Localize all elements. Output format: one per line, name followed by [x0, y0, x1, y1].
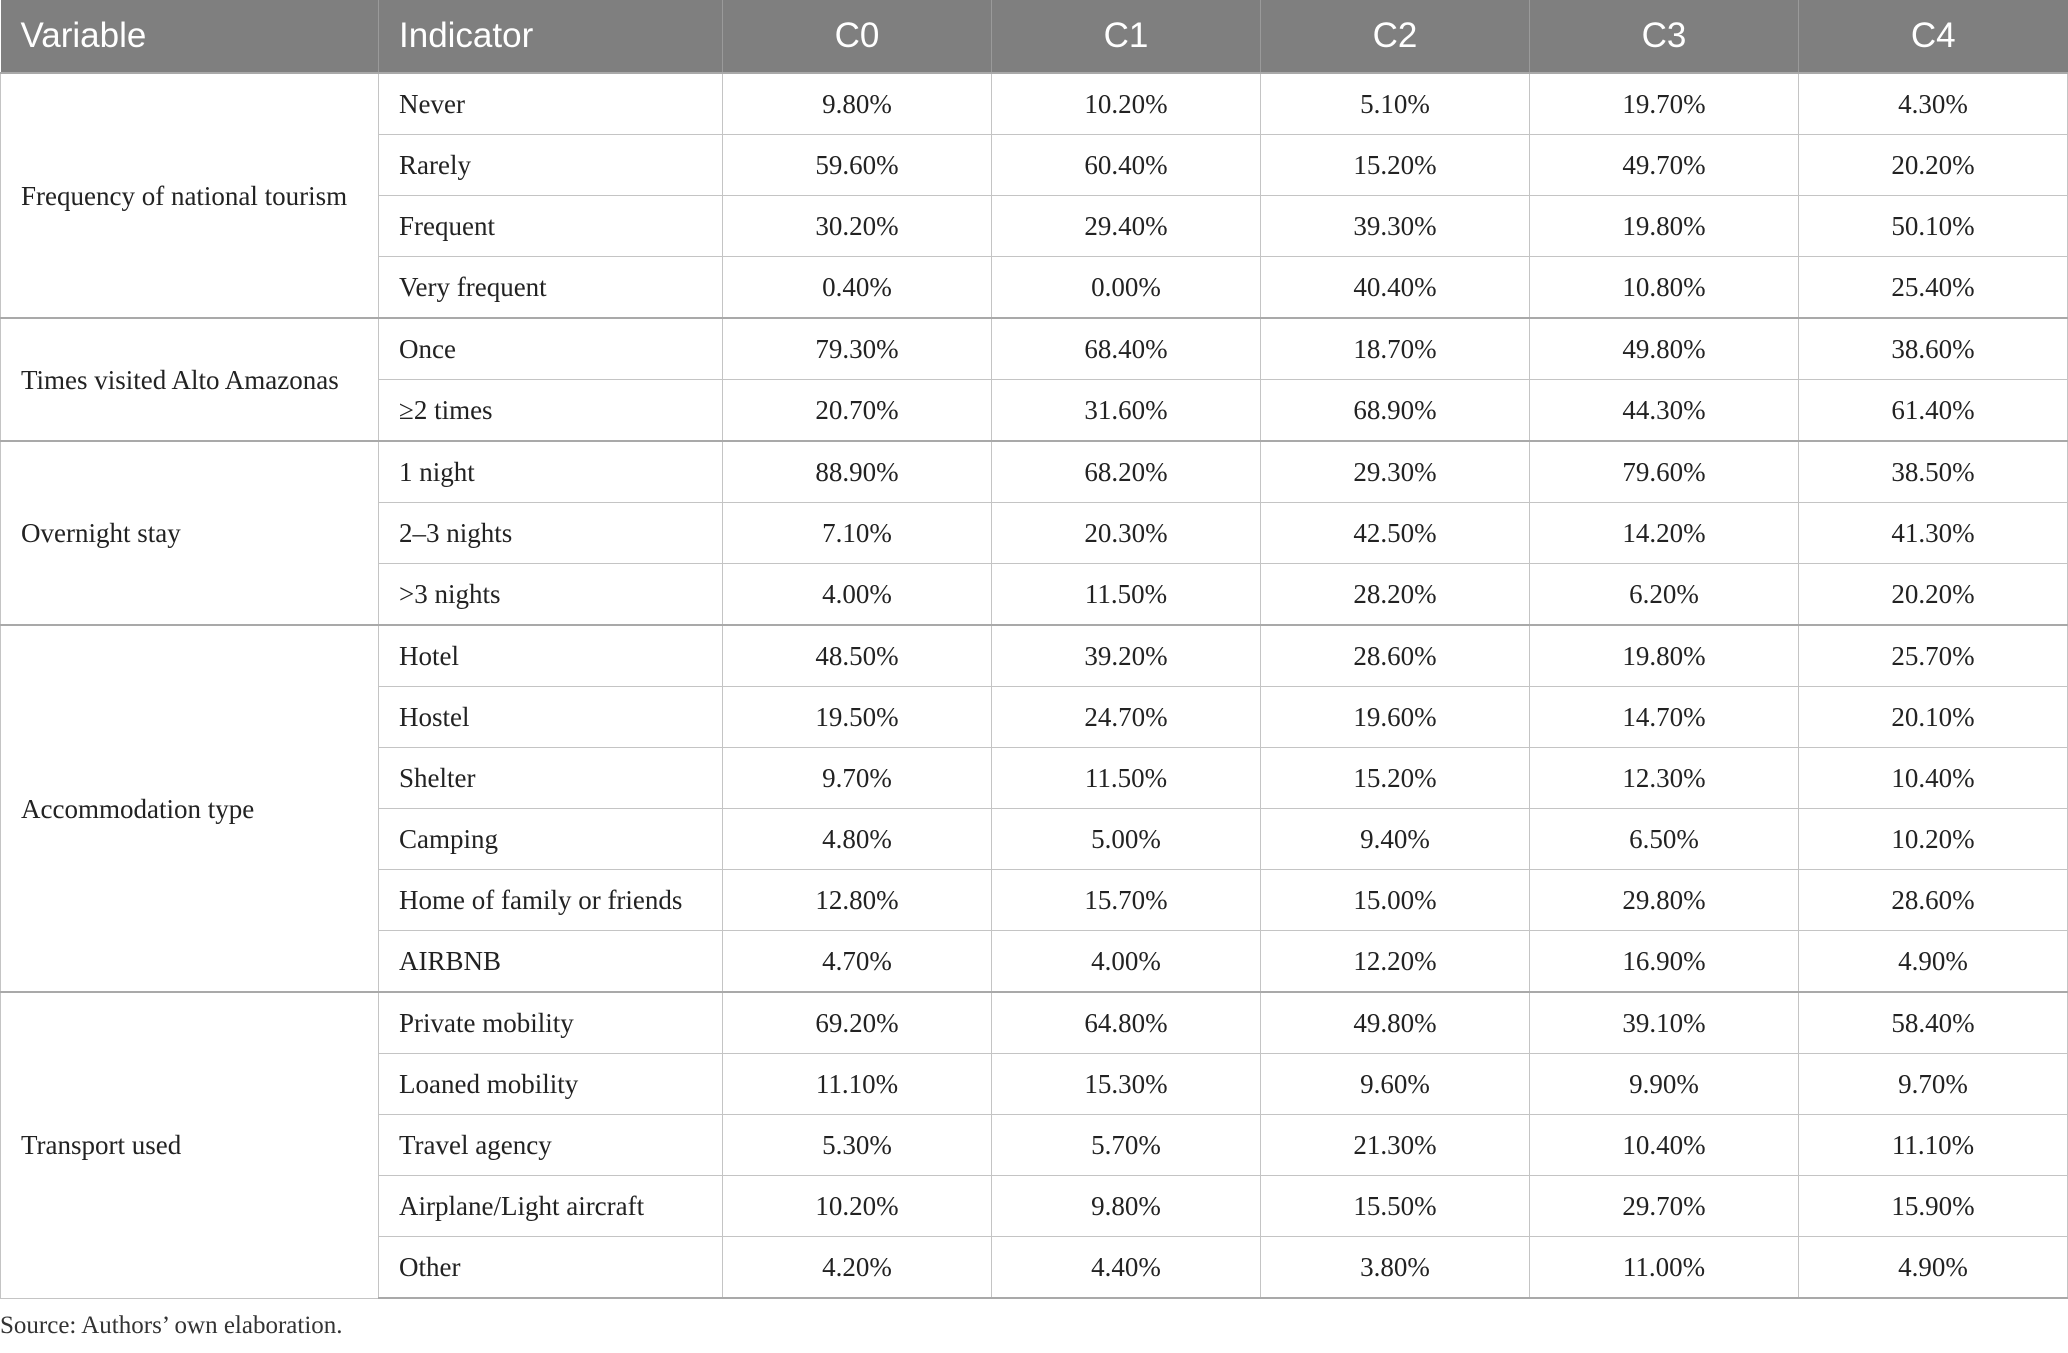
value-cell-c0: 88.90% — [723, 441, 992, 503]
value-cell-c2: 9.40% — [1261, 809, 1530, 870]
value-cell-c2: 15.20% — [1261, 748, 1530, 809]
value-cell-c4: 38.60% — [1799, 318, 2068, 380]
value-cell-c2: 39.30% — [1261, 196, 1530, 257]
value-cell-c1: 4.00% — [992, 931, 1261, 993]
header-c3: C3 — [1530, 0, 1799, 73]
value-cell-c4: 4.90% — [1799, 1237, 2068, 1299]
value-cell-c2: 42.50% — [1261, 503, 1530, 564]
value-cell-c1: 20.30% — [992, 503, 1261, 564]
table-body — [1, 73, 2068, 1298]
value-cell-c4: 61.40% — [1799, 380, 2068, 442]
header-variable: Variable — [1, 0, 379, 73]
value-cell-c0: 4.20% — [723, 1237, 992, 1299]
value-cell-c2: 19.60% — [1261, 687, 1530, 748]
value-cell-c3: 14.20% — [1530, 503, 1799, 564]
variable-cell: Transport used — [1, 992, 379, 1298]
indicator-cell: Travel agency — [379, 1115, 723, 1176]
value-cell-c2: 15.00% — [1261, 870, 1530, 931]
value-cell-c4: 4.30% — [1799, 73, 2068, 135]
value-cell-c2: 29.30% — [1261, 441, 1530, 503]
indicator-cell: Private mobility — [379, 992, 723, 1054]
value-cell-c4: 41.30% — [1799, 503, 2068, 564]
value-cell-c1: 31.60% — [992, 380, 1261, 442]
value-cell-c3: 11.00% — [1530, 1237, 1799, 1299]
value-cell-c1: 64.80% — [992, 992, 1261, 1054]
value-cell-c2: 28.20% — [1261, 564, 1530, 626]
value-cell-c3: 16.90% — [1530, 931, 1799, 993]
value-cell-c0: 4.80% — [723, 809, 992, 870]
value-cell-c4: 10.20% — [1799, 809, 2068, 870]
value-cell-c0: 0.40% — [723, 257, 992, 319]
table-row — [1, 441, 2068, 503]
indicator-cell: Home of family or friends — [379, 870, 723, 931]
indicator-cell: 2–3 nights — [379, 503, 723, 564]
value-cell-c4: 20.10% — [1799, 687, 2068, 748]
value-cell-c0: 19.50% — [723, 687, 992, 748]
value-cell-c0: 12.80% — [723, 870, 992, 931]
value-cell-c3: 39.10% — [1530, 992, 1799, 1054]
value-cell-c1: 68.40% — [992, 318, 1261, 380]
header-row — [1, 0, 2068, 73]
variable-cell: Overnight stay — [1, 441, 379, 625]
value-cell-c3: 10.80% — [1530, 257, 1799, 319]
value-cell-c0: 7.10% — [723, 503, 992, 564]
indicator-cell: Rarely — [379, 135, 723, 196]
value-cell-c2: 68.90% — [1261, 380, 1530, 442]
value-cell-c4: 15.90% — [1799, 1176, 2068, 1237]
header-c0: C0 — [723, 0, 992, 73]
indicator-cell: Other — [379, 1237, 723, 1299]
value-cell-c0: 59.60% — [723, 135, 992, 196]
value-cell-c0: 4.00% — [723, 564, 992, 626]
value-cell-c0: 9.80% — [723, 73, 992, 135]
value-cell-c2: 49.80% — [1261, 992, 1530, 1054]
indicator-cell: Hotel — [379, 625, 723, 687]
source-note: Source: Authors’ own elaboration. — [0, 1312, 343, 1339]
indicator-cell: >3 nights — [379, 564, 723, 626]
value-cell-c2: 40.40% — [1261, 257, 1530, 319]
value-cell-c0: 10.20% — [723, 1176, 992, 1237]
value-cell-c3: 49.80% — [1530, 318, 1799, 380]
value-cell-c3: 19.80% — [1530, 196, 1799, 257]
value-cell-c1: 15.70% — [992, 870, 1261, 931]
table-header — [1, 0, 2068, 73]
indicator-cell: Very frequent — [379, 257, 723, 319]
value-cell-c4: 20.20% — [1799, 564, 2068, 626]
value-cell-c4: 25.40% — [1799, 257, 2068, 319]
value-cell-c1: 24.70% — [992, 687, 1261, 748]
value-cell-c0: 30.20% — [723, 196, 992, 257]
value-cell-c3: 6.50% — [1530, 809, 1799, 870]
value-cell-c0: 48.50% — [723, 625, 992, 687]
indicator-cell: 1 night — [379, 441, 723, 503]
value-cell-c4: 50.10% — [1799, 196, 2068, 257]
value-cell-c3: 79.60% — [1530, 441, 1799, 503]
value-cell-c2: 21.30% — [1261, 1115, 1530, 1176]
value-cell-c3: 44.30% — [1530, 380, 1799, 442]
header-indicator: Indicator — [379, 0, 723, 73]
value-cell-c2: 12.20% — [1261, 931, 1530, 993]
value-cell-c1: 10.20% — [992, 73, 1261, 135]
value-cell-c4: 10.40% — [1799, 748, 2068, 809]
value-cell-c1: 0.00% — [992, 257, 1261, 319]
value-cell-c4: 20.20% — [1799, 135, 2068, 196]
table-row — [1, 73, 2068, 135]
value-cell-c2: 28.60% — [1261, 625, 1530, 687]
indicator-cell: Frequent — [379, 196, 723, 257]
value-cell-c4: 9.70% — [1799, 1054, 2068, 1115]
value-cell-c0: 9.70% — [723, 748, 992, 809]
value-cell-c0: 11.10% — [723, 1054, 992, 1115]
value-cell-c1: 9.80% — [992, 1176, 1261, 1237]
table-row — [1, 992, 2068, 1054]
value-cell-c1: 39.20% — [992, 625, 1261, 687]
value-cell-c4: 28.60% — [1799, 870, 2068, 931]
value-cell-c2: 3.80% — [1261, 1237, 1530, 1299]
indicator-cell: Once — [379, 318, 723, 380]
value-cell-c1: 60.40% — [992, 135, 1261, 196]
value-cell-c4: 4.90% — [1799, 931, 2068, 993]
value-cell-c3: 49.70% — [1530, 135, 1799, 196]
header-c2: C2 — [1261, 0, 1530, 73]
value-cell-c3: 12.30% — [1530, 748, 1799, 809]
value-cell-c1: 11.50% — [992, 564, 1261, 626]
value-cell-c3: 19.80% — [1530, 625, 1799, 687]
value-cell-c3: 19.70% — [1530, 73, 1799, 135]
value-cell-c0: 79.30% — [723, 318, 992, 380]
value-cell-c0: 20.70% — [723, 380, 992, 442]
indicator-cell: Camping — [379, 809, 723, 870]
value-cell-c3: 29.80% — [1530, 870, 1799, 931]
value-cell-c2: 18.70% — [1261, 318, 1530, 380]
value-cell-c1: 5.70% — [992, 1115, 1261, 1176]
indicator-cell: Loaned mobility — [379, 1054, 723, 1115]
value-cell-c3: 9.90% — [1530, 1054, 1799, 1115]
header-c1: C1 — [992, 0, 1261, 73]
value-cell-c0: 69.20% — [723, 992, 992, 1054]
value-cell-c4: 25.70% — [1799, 625, 2068, 687]
value-cell-c1: 11.50% — [992, 748, 1261, 809]
indicator-cell: ≥2 times — [379, 380, 723, 442]
header-c4: C4 — [1799, 0, 2068, 73]
value-cell-c3: 29.70% — [1530, 1176, 1799, 1237]
indicator-cell: Never — [379, 73, 723, 135]
value-cell-c4: 11.10% — [1799, 1115, 2068, 1176]
value-cell-c1: 68.20% — [992, 441, 1261, 503]
indicator-cell: AIRBNB — [379, 931, 723, 993]
indicator-cell: Airplane/Light aircraft — [379, 1176, 723, 1237]
value-cell-c4: 38.50% — [1799, 441, 2068, 503]
value-cell-c0: 4.70% — [723, 931, 992, 993]
indicator-cell: Shelter — [379, 748, 723, 809]
value-cell-c2: 5.10% — [1261, 73, 1530, 135]
value-cell-c1: 4.40% — [992, 1237, 1261, 1299]
value-cell-c4: 58.40% — [1799, 992, 2068, 1054]
table-row — [1, 318, 2068, 380]
value-cell-c3: 10.40% — [1530, 1115, 1799, 1176]
variable-cell: Accommodation type — [1, 625, 379, 992]
indicator-cell: Hostel — [379, 687, 723, 748]
value-cell-c3: 14.70% — [1530, 687, 1799, 748]
value-cell-c1: 15.30% — [992, 1054, 1261, 1115]
variable-cell: Frequency of national tourism — [1, 73, 379, 318]
value-cell-c1: 29.40% — [992, 196, 1261, 257]
value-cell-c3: 6.20% — [1530, 564, 1799, 626]
value-cell-c2: 15.50% — [1261, 1176, 1530, 1237]
table-row — [1, 625, 2068, 687]
variable-cell: Times visited Alto Amazonas — [1, 318, 379, 441]
value-cell-c2: 15.20% — [1261, 135, 1530, 196]
value-cell-c2: 9.60% — [1261, 1054, 1530, 1115]
value-cell-c0: 5.30% — [723, 1115, 992, 1176]
value-cell-c1: 5.00% — [992, 809, 1261, 870]
